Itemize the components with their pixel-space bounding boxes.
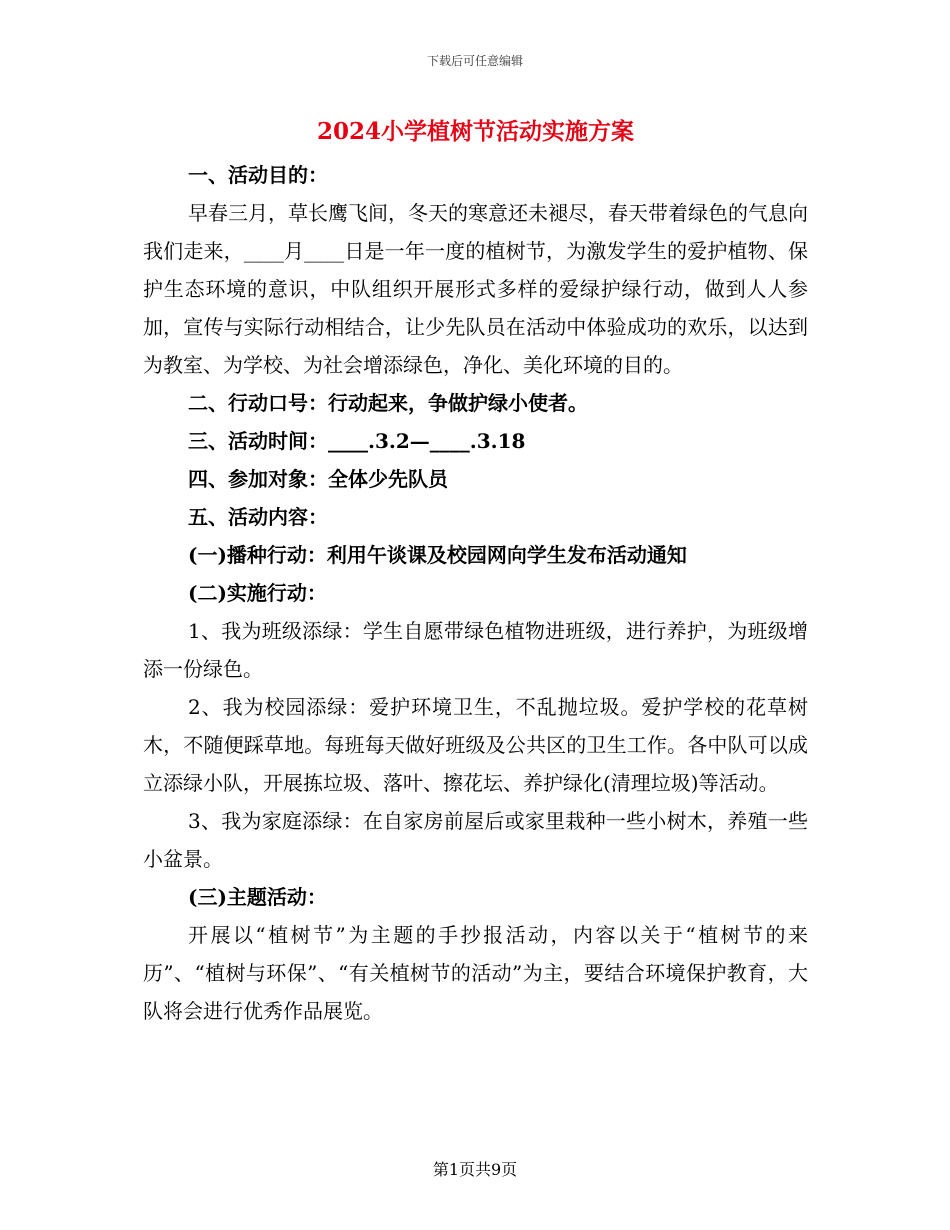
- subsection-theme-heading: (三)主题活动：: [188, 885, 327, 909]
- implement-item-1: 1、我为班级添绿：学生自愿带绿色植物进班级，进行养护，为班级增添一份绿色。: [143, 619, 808, 681]
- document-title: 2024小学植树节活动实施方案: [316, 118, 634, 145]
- subsection-implement-heading: (二)实施行动：: [188, 581, 327, 605]
- section-content-heading: 五、活动内容：: [188, 505, 328, 529]
- document-body: [143, 112, 808, 1030]
- section-goal-heading: 一、活动目的：: [188, 163, 328, 187]
- section-goal-text: 早春三月，草长鹰飞间，冬天的寒意还未褪尽，春天带着绿色的气息向我们走来，____月____日是一年一度的植树节，为激发学生的爱护植物、保护生态环境的意识，中队组织开展形式多样的爱绿护绿行动，做到人人参加，宣传与实际行动相结合，让少先队员在活动中体验成功的欢乐，以达到为教室、为学校、为社会增添绿色，净化、美化环境的目的。: [143, 201, 808, 377]
- subsection-sowing: (一)播种行动：利用午谈课及校园网向学生发布活动通知: [188, 543, 687, 567]
- implement-item-2: 2、我为校园添绿：爱护环境卫生，不乱抛垃圾。爱护学校的花草树木，不随便踩草地。每班每天做好班级及公共区的卫生工作。各中队可以成立添绿小队，开展拣垃圾、落叶、擦花坛、养护绿化(清理垃圾)等活动。: [143, 695, 808, 795]
- section-time: 三、活动时间：____.3.2—____.3.18: [188, 429, 526, 453]
- implement-item-3: 3、我为家庭添绿：在自家房前屋后或家里栽种一些小树木，养殖一些小盆景。: [143, 809, 808, 871]
- page-number: 第1页共9页: [432, 1160, 518, 1179]
- theme-text: 开展以“植树节”为主题的手抄报活动，内容以关于“植树节的来历”、“植树与环保”、“有关植树节的活动”为主，要结合环境保护教育，大队将会进行优秀作品展览。: [143, 923, 808, 1023]
- section-participants: 四、参加对象：全体少先队员: [188, 467, 448, 491]
- section-slogan: 二、行动口号：行动起来，争做护绿小使者。: [188, 391, 588, 415]
- header-note: 下载后可任意编辑: [426, 54, 523, 68]
